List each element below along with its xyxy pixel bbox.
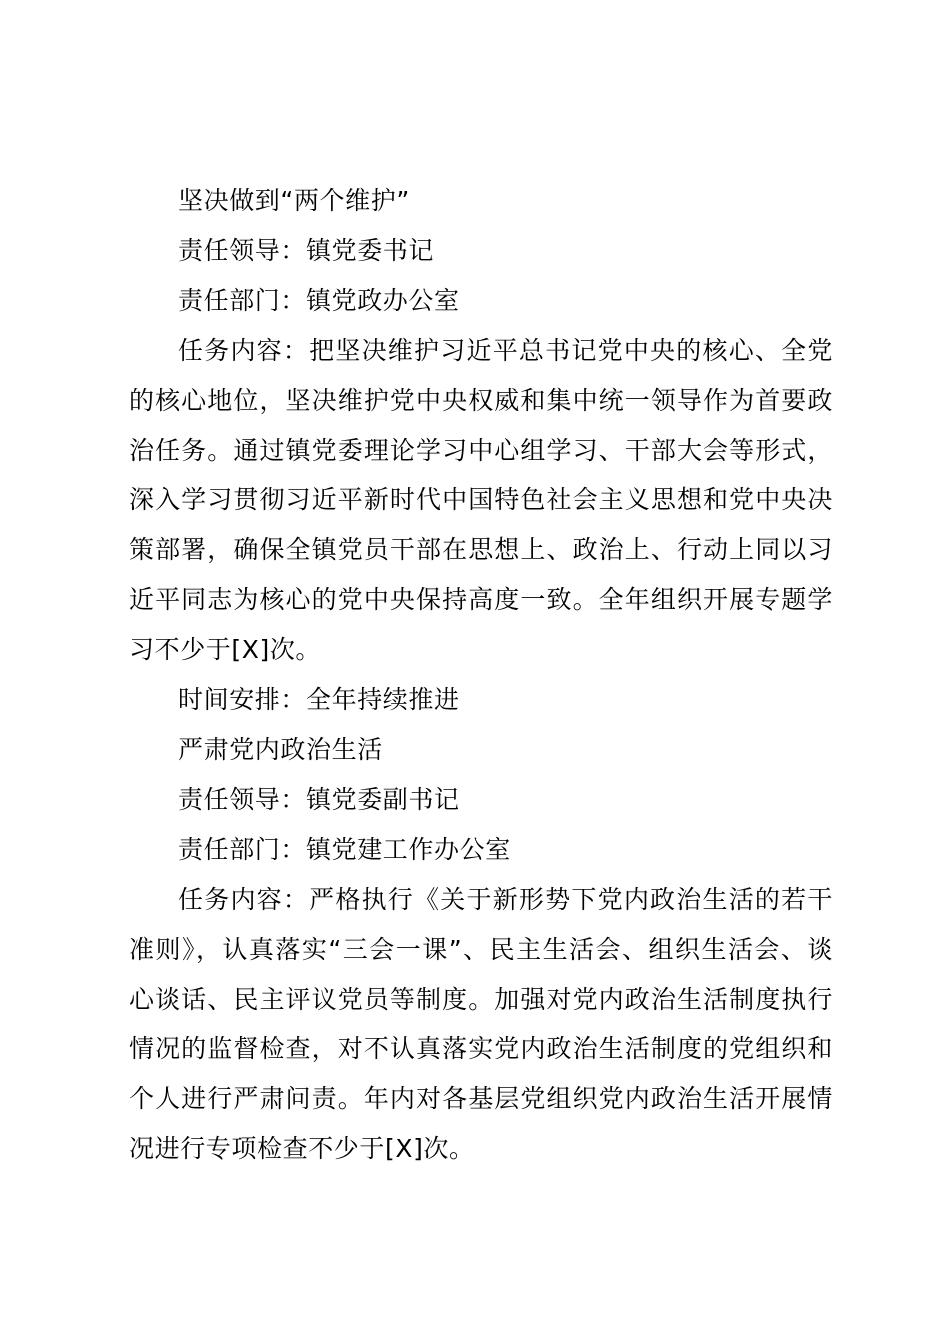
section2-title: 严肃党内政治生活 xyxy=(178,734,383,764)
section1-schedule: 时间安排：全年持续推进 xyxy=(178,685,460,715)
section2-leader: 责任领导：镇党委副书记 xyxy=(178,784,460,814)
section2-content: 任务内容：严格执行《关于新形势下党内政治生活的若干准则》，认真落实“三会一课”、民主生活会、组织生活会、谈心谈话、民主评议党员等制度。加强对党内政治生活制度执行情况的监督检查，对不认真落实党内政治生活制度的党组织和个人进行严肃问责。年内对各基层党组织党内政治生活开展情况进行专项检查不少于[X]次。 xyxy=(129,884,833,1164)
section1-title: 坚决做到“两个维护” xyxy=(178,186,410,215)
section1-content: 任务内容：把坚决维护习近平总书记党中央的核心、全党的核心地位，坚决维护党中央权威和集中统一领导作为首要政治任务。通过镇党委理论学习中心组学习、干部大会等形式，深入学习贯彻习近平新时代中国特色社会主义思想和党中央决策部署，确保全镇党员干部在思想上、政治上、行动上同以习近平同志为核心的党中央保持高度一致。全年组织开展专题学习不少于[X]次。 xyxy=(129,335,833,665)
section2-department: 责任部门：镇党建工作办公室 xyxy=(178,834,511,864)
section1-leader: 责任领导：镇党委书记 xyxy=(178,235,435,265)
section1-department: 责任部门：镇党政办公室 xyxy=(178,285,460,315)
document-page xyxy=(129,176,833,1174)
